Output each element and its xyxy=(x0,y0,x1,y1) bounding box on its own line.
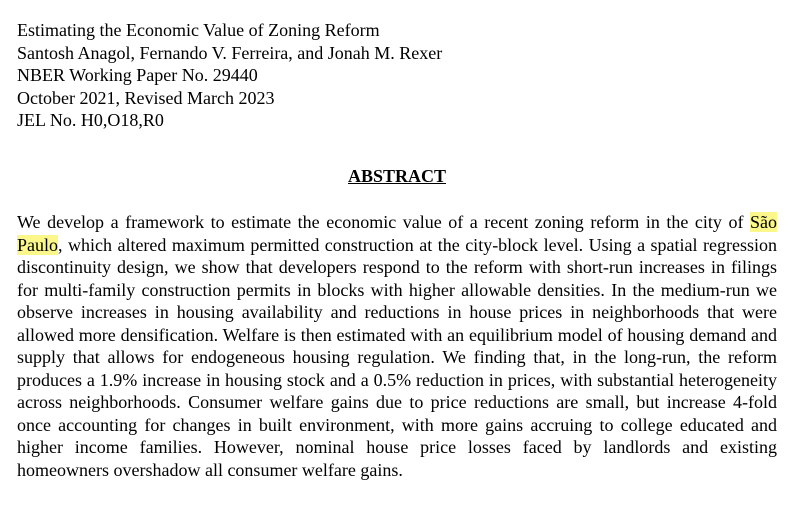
paper-page xyxy=(17,0,777,481)
abstract-text-after: , which altered maximum permitted construction at the city-block level. Using a spatial regression discontinuity design, we show that developers respond to the reform with short-run increases in filings for multi-family construction permits in blocks with higher allowable densities. In the medium-run we observe increases in housing availability and reductions in house prices in neighborhoods that were allowed more densification. Welfare is then estimated with an equilibrium model of housing demand and supply that allows for endogeneous housing regulation. We finding that, in the long-run, the reform produces a 1.9% increase in housing stock and a 0.5% reduction in prices, with substantial heterogeneity across neighborhoods. Consumer welfare gains due to price reductions are small, but increase 4-fold once accounting for changes in built environment, with more gains accruing to college educated and higher income families. However, nominal house price losses faced by landlords and existing homeowners overshadow all consumer welfare gains. xyxy=(17,234,777,480)
paper-authors: Santosh Anagol, Fernando V. Ferreira, and Jonah M. Rexer xyxy=(17,42,443,63)
abstract-heading: ABSTRACT xyxy=(347,165,447,186)
abstract-body xyxy=(17,187,777,481)
paper-date: October 2021, Revised March 2023 xyxy=(17,87,275,108)
paper-title: Estimating the Economic Value of Zoning Reform xyxy=(17,20,380,40)
paper-series: NBER Working Paper No. 29440 xyxy=(17,65,258,85)
abstract-text-before: We develop a framework to estimate the economic value of a recent zoning reform in the city of xyxy=(17,212,750,232)
highlighted-text: São Paulo xyxy=(17,212,777,255)
paper-jel-codes: JEL No. H0,O18,R0 xyxy=(17,110,164,130)
paper-metadata xyxy=(17,0,777,132)
